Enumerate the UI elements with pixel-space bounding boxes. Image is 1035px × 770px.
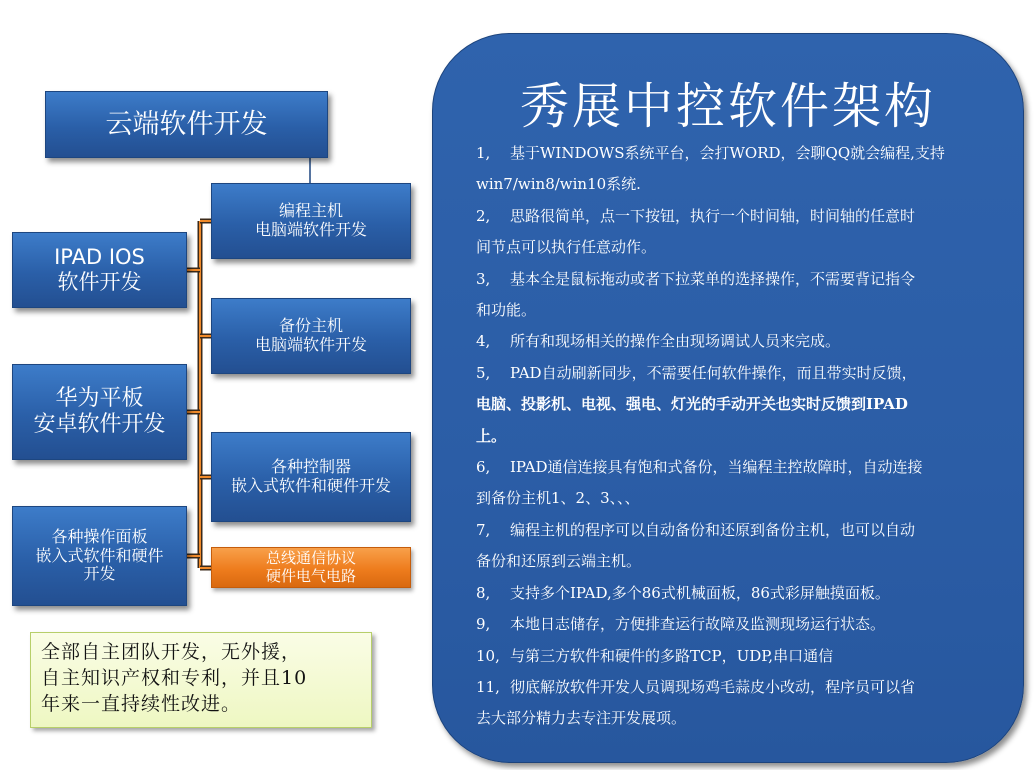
team-note-line-1: 全部自主团队开发，无外援， — [41, 641, 302, 663]
bus-protocol-label: 总线通信协议 — [265, 548, 356, 567]
huawei-tablet-label: 华为平板 — [55, 386, 144, 412]
feature-number: 10, — [476, 646, 500, 665]
feature-number: 11, — [476, 677, 500, 696]
controllers-box — [211, 432, 411, 522]
feature-bold-text-cont: 上。 — [476, 426, 507, 445]
feature-item-11 — [476, 672, 996, 703]
feature-item-5-bold — [476, 389, 996, 420]
feature-item-3-cont: 和功能。 — [476, 301, 537, 320]
feature-item-6 — [476, 452, 996, 483]
feature-text: 编程主机的程序可以自动备份和还原到备份主机，也可以自动 — [510, 520, 916, 539]
feature-text: 彻底解放软件开发人员调现场鸡毛蒜皮小改动，程序员可以省 — [510, 677, 916, 696]
huawei-tablet-sublabel: 安卓软件开发 — [33, 412, 166, 437]
team-note-line-3: 年来一直持续性改进。 — [41, 693, 242, 716]
feature-number: 6, — [476, 458, 491, 477]
feature-bold-text: 电脑、投影机、电视、强电、灯光的手动开关也实时反馈到IPAD — [476, 395, 908, 414]
operation-panel-box — [12, 506, 187, 606]
backup-host-box — [211, 298, 411, 374]
programming-host-sublabel: 电脑端软件开发 — [254, 220, 367, 239]
feature-item-8 — [476, 578, 996, 609]
feature-item-10 — [476, 641, 996, 672]
feature-item-3 — [476, 264, 996, 295]
cloud-software-label: 云端软件开发 — [105, 108, 268, 140]
feature-text: 思路很简单，点一下按钮，执行一个时间轴，时间轴的任意时 — [510, 206, 916, 225]
feature-text: IPAD通信连接具有饱和式备份，当编程主控故障时，自动连接 — [510, 458, 923, 477]
feature-number: 8, — [476, 583, 491, 602]
feature-number: 5, — [476, 363, 491, 382]
ipad-ios-sublabel: 软件开发 — [57, 270, 142, 294]
feature-number: 3, — [476, 269, 491, 288]
feature-item-2 — [476, 201, 996, 232]
ipad-ios-box — [12, 232, 187, 308]
feature-item-11-cont: 去大部分精力去专注开发展项。 — [476, 709, 687, 728]
feature-number: 4, — [476, 332, 491, 351]
team-note-line-2: 自主知识产权和专利，并且10 — [41, 667, 308, 690]
operation-panel-label: 各种操作面板 — [51, 526, 148, 546]
feature-number: 9, — [476, 615, 491, 634]
feature-item-1-cont: win7/win8/win10系统. — [476, 175, 641, 194]
feature-text: 与第三方软件和硬件的多路TCP，UDP,串口通信 — [510, 646, 834, 665]
programming-host-box — [211, 183, 411, 259]
huawei-tablet-box — [12, 364, 187, 460]
controllers-sublabel: 嵌入式软件和硬件开发 — [230, 476, 391, 495]
bus-protocol-box — [211, 547, 411, 588]
feature-number: 1, — [476, 144, 491, 162]
operation-panel-sublabel: 嵌入式软件和硬件 — [35, 545, 164, 565]
feature-text: 支持多个IPAD,多个86式机械面板，86式彩屏触摸面板。 — [510, 583, 890, 602]
architecture-panel — [432, 33, 1024, 763]
feature-item-6-cont: 到备份主机1、2、3、、、 — [476, 489, 640, 508]
backup-host-label: 备份主机 — [278, 316, 343, 336]
feature-number: 2, — [476, 206, 491, 225]
feature-text: 所有和现场相关的操作全由现场调试人员来完成。 — [510, 332, 841, 351]
bus-protocol-sublabel: 硬件电气电路 — [265, 566, 356, 585]
cloud-software-box — [45, 91, 328, 158]
feature-item-7-cont: 备份和还原到云端主机。 — [476, 552, 642, 571]
feature-text: PAD自动刷新同步，不需要任何软件操作，而且带实时反馈， — [510, 363, 917, 382]
team-development-note — [30, 632, 372, 728]
controllers-label: 各种控制器 — [270, 457, 351, 477]
backup-host-sublabel: 电脑端软件开发 — [254, 335, 367, 354]
architecture-title: 秀展中控软件架构 — [519, 78, 936, 135]
programming-host-label: 编程主机 — [278, 201, 343, 221]
feature-item-5 — [476, 358, 996, 389]
operation-panel-sublabel-2: 开发 — [83, 564, 116, 584]
feature-text: 基于WINDOWS系统平台，会打WORD，会聊QQ就会编程,支持 — [510, 144, 945, 162]
feature-item-7 — [476, 515, 996, 546]
architecture-feature-list — [476, 138, 996, 735]
feature-item-1 — [476, 138, 996, 169]
feature-text: 基本全是鼠标拖动或者下拉菜单的选择操作，不需要背记指令 — [510, 269, 916, 288]
ipad-ios-label: IPAD IOS — [54, 245, 145, 270]
feature-item-2-cont: 间节点可以执行任意动作。 — [476, 238, 657, 257]
feature-item-4 — [476, 326, 996, 357]
feature-text: 本地日志储存，方便排查运行故障及监测现场运行状态。 — [510, 615, 886, 634]
feature-number: 7, — [476, 520, 491, 539]
feature-item-9 — [476, 609, 996, 640]
feature-item-5-bold-cont — [476, 421, 996, 452]
